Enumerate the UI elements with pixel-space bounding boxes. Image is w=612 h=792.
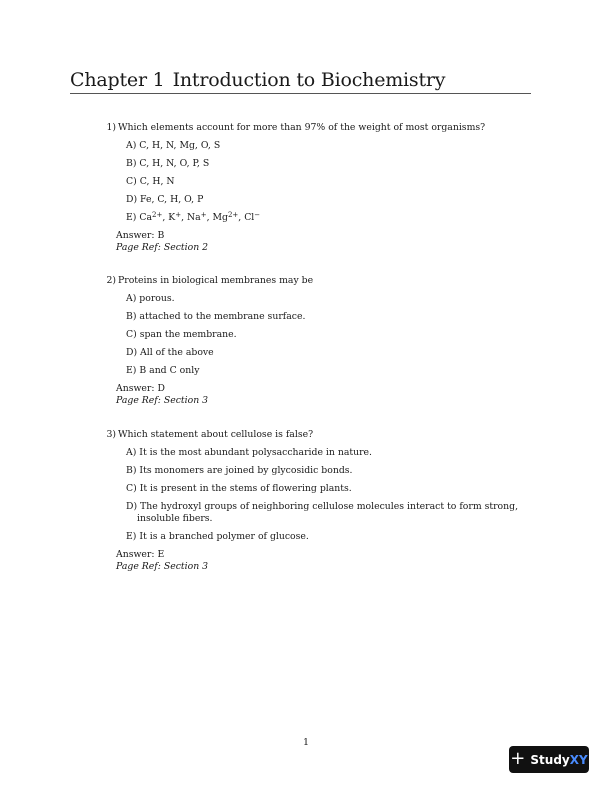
page-ref: Page Ref: Section 3 [116,561,209,572]
option-b: B) Its monomers are joined by glycosidic bonds. [126,465,353,476]
question-stem [104,122,529,134]
question-stem [104,275,529,287]
chapter-title [70,69,531,91]
option-c: C) span the membrane. [126,329,237,340]
answer-block [116,230,529,254]
question-number: 2) [106,275,116,286]
option-a: A) C, H, N, Mg, O, S [126,140,221,151]
option-c: C) It is present in the stems of flowering plants. [126,483,352,494]
option-d: D) All of the above [126,347,214,358]
option-list [126,447,529,543]
option-e: E) $Ca^{2+}$, K+, Na+, $Mg^{2+}$, Cl− [126,211,261,223]
question-number: 1) [106,122,116,133]
answer-block [116,549,529,573]
question-number: 3) [106,429,116,440]
option-d: D) Fe, C, H, O, P [126,194,204,205]
answer: Answer: D [116,383,165,394]
answer: Answer: B [116,230,165,241]
option-b: B) attached to the membrane surface. [126,311,306,322]
option-list [126,293,529,377]
badge-brand: StudyXY [530,752,588,767]
question-stem [104,429,529,441]
question-2 [104,275,529,407]
chapter-name: Introduction to Biochemistry [172,69,446,91]
option-a: A) porous. [126,293,175,304]
plus-icon: + [510,747,526,769]
option-a: A) It is the most abundant polysaccharide in nature. [126,447,372,458]
question-text: Which elements account for more than 97% of the weight of most organisms? [118,122,486,133]
question-3 [104,429,529,573]
answer: Answer: E [116,549,165,560]
question-text: Which statement about cellulose is false? [118,429,314,440]
option-e: E) B and C only [126,365,200,376]
studyxy-badge[interactable] [509,746,589,773]
option-e: E) It is a branched polymer of glucose. [126,531,309,542]
question-1 [104,122,529,254]
question-text: Proteins in biological membranes may be [118,275,314,286]
option-d: D) The hydroxyl groups of neighboring cellulose molecules interact to form strong, insoluble fibers. [126,501,519,524]
option-list [126,140,529,224]
page-ref: Page Ref: Section 2 [116,242,209,253]
chapter-number: Chapter 1 [70,69,165,91]
chapter-header [70,69,531,94]
page-number: 1 [302,737,310,748]
page-ref: Page Ref: Section 3 [116,395,209,406]
answer-block [116,383,529,407]
option-b: B) C, H, N, O, P, S [126,158,210,169]
option-c: C) C, H, N [126,176,175,187]
